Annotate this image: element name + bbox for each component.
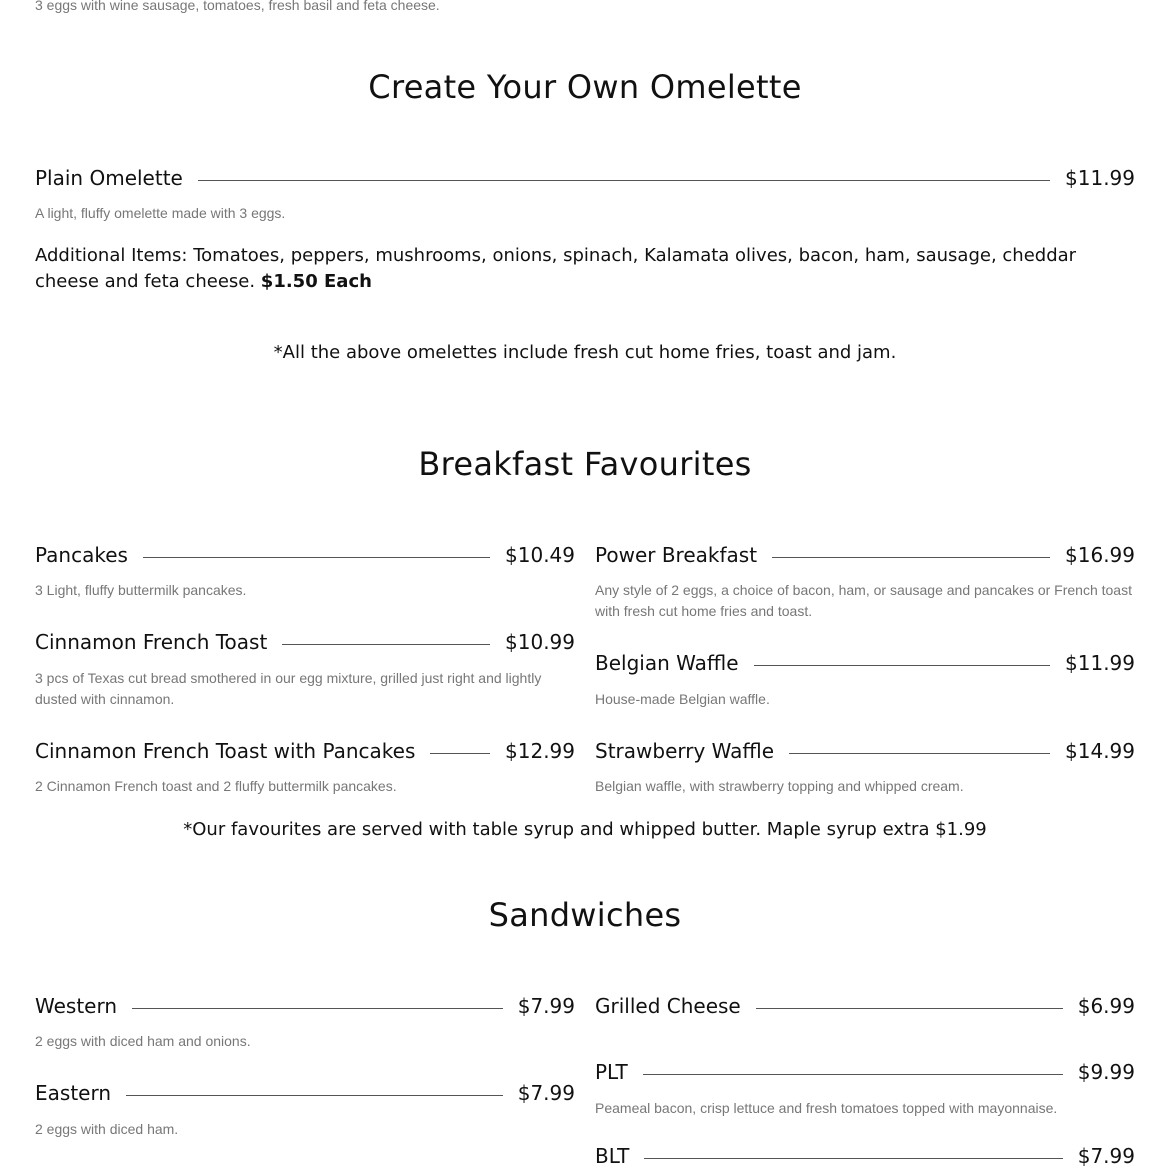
leader-line — [754, 665, 1051, 666]
menu-item-price: $6.99 — [1077, 994, 1135, 1018]
leader-line — [143, 557, 490, 558]
menu-item-description: Peameal bacon, crisp lettuce and fresh tomatoes topped with mayonnaise. — [595, 1100, 1058, 1116]
menu-item-price: $7.99 — [517, 994, 575, 1018]
menu-item-plt — [595, 1057, 1135, 1087]
menu-item-name: Power Breakfast — [595, 543, 758, 567]
menu-item-blt — [595, 1141, 1135, 1171]
leader-line — [789, 753, 1050, 754]
menu-item-name: Strawberry Waffle — [595, 739, 775, 763]
leader-line — [756, 1008, 1063, 1009]
menu-item-description: 2 Cinnamon French toast and 2 fluffy buttermilk pancakes. — [35, 778, 397, 794]
menu-item-description: 3 pcs of Texas cut bread smothered in our egg mixture, grilled just right and lightly dusted with cinnamon. — [35, 670, 542, 707]
menu-item-western — [35, 991, 575, 1021]
leader-line — [282, 644, 490, 645]
additional-items-note — [35, 243, 1135, 295]
additional-items-text: Additional Items: Tomatoes, peppers, mushrooms, onions, spinach, Kalamata olives, bacon, ham, sausage, cheddar cheese and feta cheese. — [35, 245, 1077, 292]
menu-item-name: Plain Omelette — [35, 166, 183, 190]
menu-item-price: $9.99 — [1077, 1060, 1135, 1084]
section-title-breakfast: Breakfast Favourites — [418, 445, 752, 483]
leader-line — [644, 1158, 1062, 1159]
menu-item-pancakes — [35, 540, 575, 570]
menu-item-description: House-made Belgian waffle. — [595, 691, 770, 707]
menu-item-name: PLT — [595, 1060, 628, 1084]
menu-item-name: Western — [35, 994, 118, 1018]
section-title-omelette: Create Your Own Omelette — [368, 68, 802, 106]
leader-line — [430, 753, 490, 754]
additional-items-price: $1.50 Each — [260, 271, 372, 292]
breakfast-footnote: *Our favourites are served with table syrup and whipped butter. Maple syrup extra $1.99 — [183, 819, 987, 840]
menu-item-price: $11.99 — [1065, 651, 1135, 675]
omelette-footnote: *All the above omelettes include fresh cut home fries, toast and jam. — [273, 342, 897, 363]
menu-item-name: Cinnamon French Toast — [35, 630, 268, 654]
menu-item-name: Eastern — [35, 1081, 112, 1105]
menu-item-price: $10.99 — [505, 630, 575, 654]
menu-item-belgian-waffle — [595, 648, 1135, 678]
menu-item-name: BLT — [595, 1144, 630, 1168]
menu-item-name: Grilled Cheese — [595, 994, 741, 1018]
leader-line — [132, 1008, 503, 1009]
menu-item-price: $14.99 — [1065, 739, 1135, 763]
menu-item-name: Belgian Waffle — [595, 651, 739, 675]
menu-item-description: 2 eggs with diced ham and onions. — [35, 1033, 251, 1049]
menu-item-power-breakfast — [595, 540, 1135, 570]
menu-item-description: Belgian waffle, with strawberry topping and whipped cream. — [595, 778, 964, 794]
leader-line — [126, 1095, 503, 1096]
menu-item-cinnamon-french-toast-pancakes — [35, 736, 575, 766]
menu-item-cinnamon-french-toast — [35, 627, 575, 657]
leader-line — [772, 557, 1050, 558]
menu-item-price: $12.99 — [505, 739, 575, 763]
menu-item-description: Any style of 2 eggs, a choice of bacon, ham, or sausage and pancakes or French toast with fresh cut home fries and toast. — [595, 582, 1132, 619]
leader-line — [643, 1074, 1063, 1075]
menu-item-description: 2 eggs with diced ham. — [35, 1121, 179, 1137]
menu-item-name: Pancakes — [35, 543, 128, 567]
menu-item-price: $11.99 — [1065, 166, 1135, 190]
menu-item-description: A light, fluffy omelette made with 3 eggs. — [35, 205, 286, 221]
menu-item-strawberry-waffle — [595, 736, 1135, 766]
section-title-sandwiches: Sandwiches — [488, 896, 682, 934]
leader-line — [198, 180, 1050, 181]
menu-item-price: $7.99 — [1077, 1144, 1135, 1168]
menu-item-price: $10.49 — [505, 543, 575, 567]
menu-item-price: $7.99 — [517, 1081, 575, 1105]
menu-item-description: 3 Light, fluffy buttermilk pancakes. — [35, 582, 247, 598]
menu-item-plain-omelette — [35, 163, 1135, 193]
menu-item-name: Cinnamon French Toast with Pancakes — [35, 739, 416, 763]
item-description: 3 eggs with wine sausage, tomatoes, fresh basil and feta cheese. — [35, 0, 440, 13]
menu-item-price: $16.99 — [1065, 543, 1135, 567]
menu-item-grilled-cheese — [595, 991, 1135, 1021]
menu-item-eastern — [35, 1078, 575, 1108]
